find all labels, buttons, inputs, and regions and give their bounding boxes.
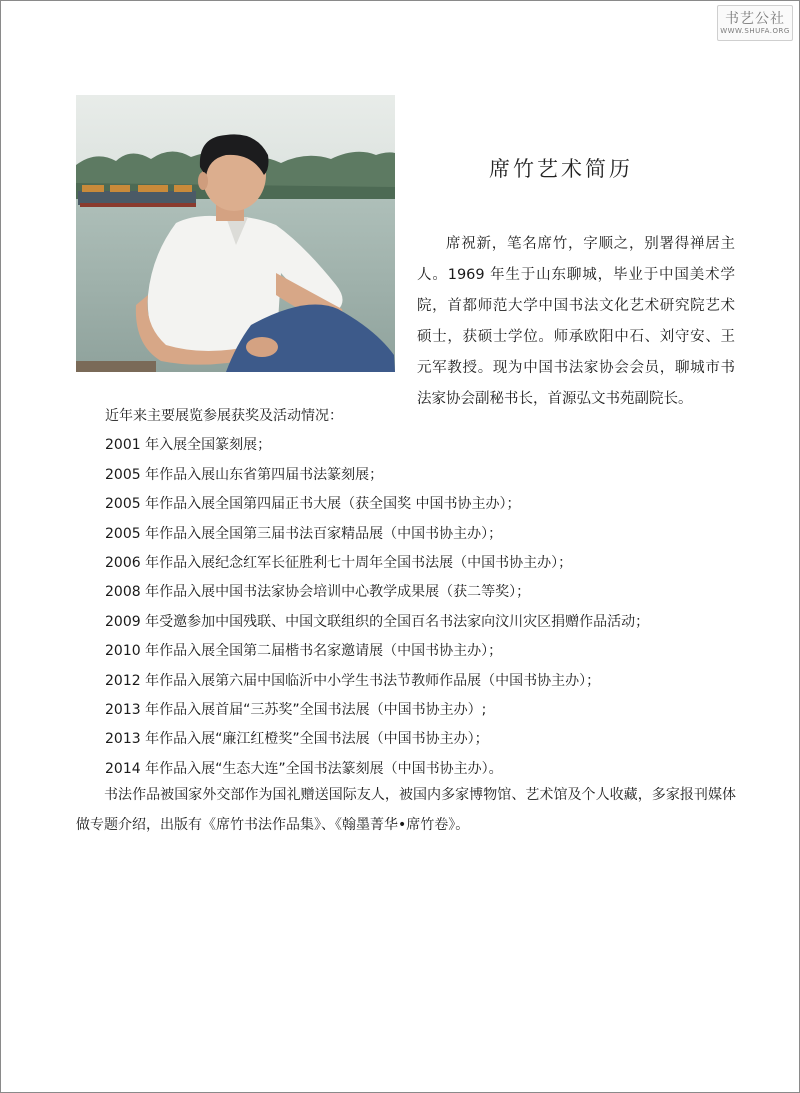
record-item: 2006 年作品入展纪念红军长征胜利七十周年全国书法展（中国书协主办）；: [105, 555, 573, 572]
artist-photo: [76, 95, 395, 372]
exhibition-records: [105, 402, 745, 784]
page-title: 席竹艺术简历: [489, 157, 633, 181]
record-item: 2008 年作品入展中国书法家协会培训中心教学成果展（获二等奖）；: [105, 584, 531, 601]
watermark-url: WWW.SHUFA.ORG: [720, 26, 790, 35]
record-item: 2012 年作品入展第六届中国临沂中小学生书法节教师作品展（中国书协主办）；: [105, 672, 601, 689]
records-heading: 近年来主要展览参展获奖及活动情况：: [105, 408, 343, 424]
watermark-glyphs: 书艺公社: [725, 10, 785, 27]
artist-photo-illustration: [76, 95, 395, 372]
record-item: 2001 年入展全国篆刻展；: [105, 437, 272, 454]
record-item: 2010 年作品入展全国第二届楷书名家邀请展（中国书协主办）；: [105, 643, 503, 660]
site-watermark-logo: [717, 5, 793, 41]
closing-paragraph: 书法作品被国家外交部作为国礼赠送国际友人，被国内多家博物馆、艺术馆及个人收藏，多家报刊媒体做专题介绍，出版有《席竹书法作品集》、《翰墨菁华•席竹卷》。: [76, 787, 736, 833]
record-item: 2013 年作品入展“廉江红橙奖”全国书法展（中国书协主办）；: [105, 731, 489, 748]
record-item: 2014 年作品入展“生态大连”全国书法篆刻展（中国书协主办）。: [105, 760, 503, 777]
intro-paragraph: 席祝新，笔名席竹，字顺之，别署得禅居主人。1969 年生于山东聊城，毕业于中国美术学院，首都师范大学中国书法文化艺术研究院艺术硕士，获硕士学位。师承欧阳中石、刘守安、王元军教授。现为中国书法家协会会员，聊城市书法家协会副秘书长，首源弘文书苑副院长。: [417, 236, 735, 407]
record-item: 2005 年作品入展全国第三届书法百家精品展（中国书协主办）；: [105, 525, 503, 542]
record-item: 2013 年作品入展首届“三苏奖”全国书法展（中国书协主办）;: [105, 702, 487, 719]
record-item: 2005 年作品入展全国第四届正书大展（获全国奖 中国书协主办）；: [105, 496, 521, 513]
record-item: 2005 年作品入展山东省第四届书法篆刻展；: [105, 466, 384, 483]
record-item: 2009 年受邀参加中国残联、中国文联组织的全国百名书法家向汶川灾区捐赠作品活动；: [105, 613, 650, 630]
